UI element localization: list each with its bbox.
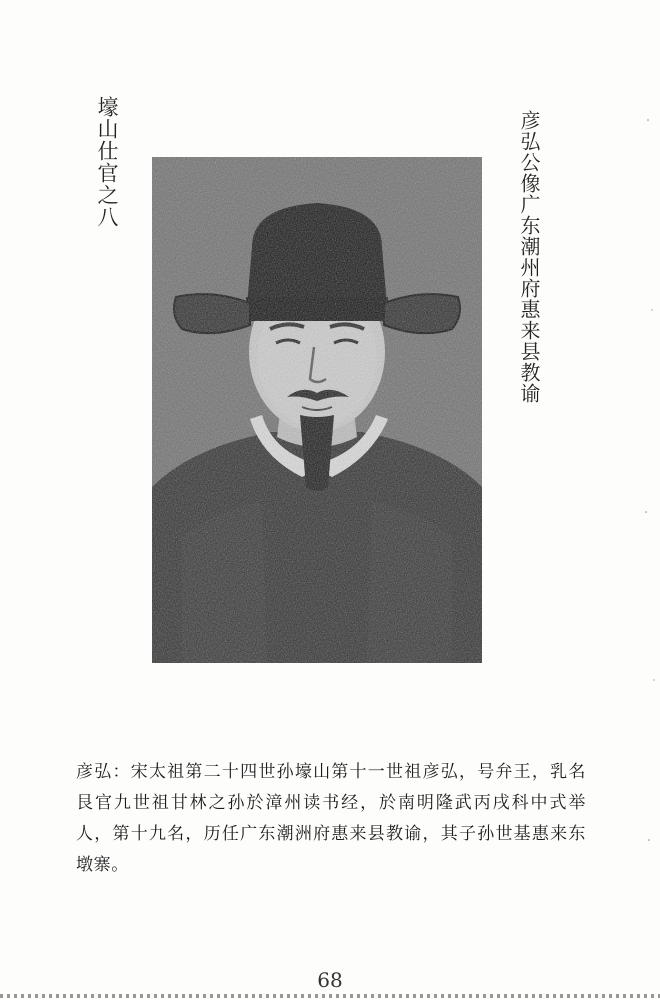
page-number: 68: [317, 968, 343, 992]
portrait-image: [152, 157, 482, 663]
portrait-drawing: [152, 157, 482, 663]
portrait-caption: 彦弘公像广东潮州府惠来县教谕: [517, 110, 541, 404]
scan-edge-noise: [0, 994, 660, 998]
series-title: 壕山仕官之八: [95, 96, 119, 228]
scan-speckle: [640, 0, 660, 1000]
biography-text: 彦弘：宋太祖第二十四世孙壕山第十一世祖彦弘，号弁王，乳名艮官九世祖甘林之孙於漳州读书经，於南明隆武丙戌科中式举人，第十九名，历任广东潮洲府惠来县教谕，其子孙世基惠来东墩寨。: [76, 762, 586, 875]
